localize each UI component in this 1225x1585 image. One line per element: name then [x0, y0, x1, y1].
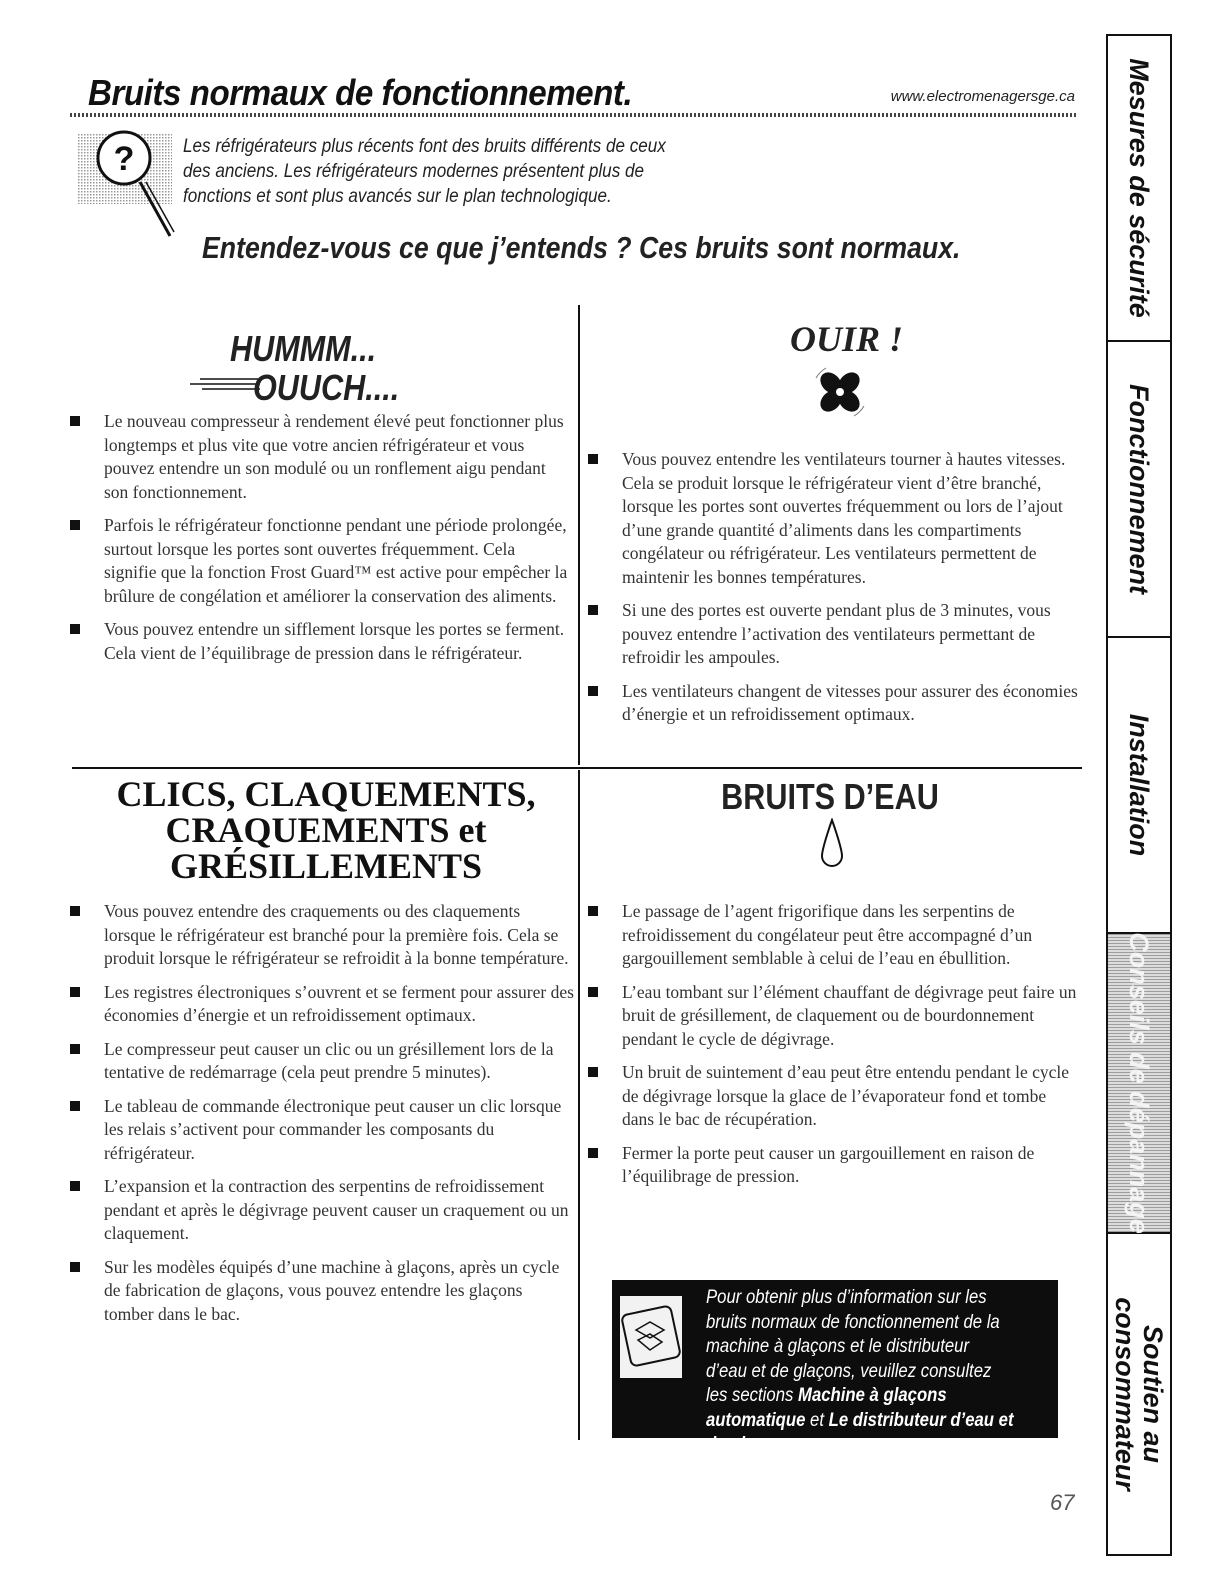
bullet-icon [588, 987, 598, 997]
page-title: Bruits normaux de fonctionnement. [88, 72, 633, 113]
section-title-ouir: OUIR ! [790, 319, 904, 359]
tab-fonctionnement[interactable] [1108, 342, 1170, 638]
tab-soutien-au-consommateur[interactable] [1108, 1234, 1170, 1554]
question-magnifier-icon [78, 128, 178, 240]
list-item: L’eau tombant sur l’élément chauffant de dégivrage peut faire un bruit de grésillement, de claquement ou de bourdonnement pendant le cycle de dégivrage. [588, 981, 1078, 1052]
tab-mesures-de-securite[interactable] [1108, 36, 1170, 342]
list-item: Vous pouvez entendre les ventilateurs tourner à hautes vitesses. Cela se produit lorsque le réfrigérateur vient d’être branché, lorsque les portes sont ouvertes fréquemment ou lors de l’ajout d’une grande quantité d’aliments dans les compartiments congélateur ou réfrigérateur. Les ventilateurs permettent de maintenir les bonnes températures. [588, 448, 1078, 589]
column-divider-top [578, 305, 580, 765]
svg-text:?: ? [113, 140, 135, 178]
bullet-icon [70, 1262, 80, 1272]
tab-label: Fonctionnement [1124, 384, 1154, 594]
eau-list [588, 900, 1078, 1199]
section-title-ouuch: OUUCH.... [253, 367, 400, 408]
section-divider [72, 767, 1082, 769]
list-item: Fermer la porte peut causer un gargouillement en raison de l’équilibrage de pression. [588, 1142, 1078, 1189]
link-ice-maker[interactable]: Machine à glaçons automatique [706, 1385, 947, 1431]
bullet-icon [70, 624, 80, 634]
bullet-icon [588, 605, 598, 615]
bullet-icon [588, 454, 598, 464]
list-item: Vous pouvez entendre des craquements ou des claquements lorsque le réfrigérateur est branché pour la première fois. Cela se produit lorsque le réfrigérateur se refroidit à la bonne température. [70, 900, 575, 971]
bullet-icon [70, 987, 80, 997]
bullet-icon [70, 1101, 80, 1111]
tab-label: Conseils de dépannage [1124, 932, 1154, 1234]
bullet-icon [70, 1044, 80, 1054]
tab-label: Mesures de sécurité [1124, 58, 1154, 318]
section-title-clics [72, 776, 580, 884]
list-item: Le passage de l’agent frigorifique dans les serpentins de refroidissement du congélateur peut être accompagné d’un gargouillement semblable à celui de l’eau en ébullition. [588, 900, 1078, 971]
website-url[interactable]: www.electromenagersge.ca [890, 88, 1075, 105]
motion-lines-icon [190, 373, 260, 393]
list-item: L’expansion et la contraction des serpentins de refroidissement pendant et après le dégivrage peuvent causer un craquement ou un claquement. [70, 1175, 575, 1246]
title-dotted-rule [70, 113, 1078, 117]
list-item: Les ventilateurs changent de vitesses pour assurer des économies d’énergie et un refroidissement optimaux. [588, 680, 1078, 727]
ice-maker-icon [620, 1296, 682, 1378]
tab-conseils-de-depannage[interactable] [1108, 934, 1170, 1234]
list-item: Si une des portes est ouverte pendant plus de 3 minutes, vous pouvez entendre l’activation des ventilateurs permettant de refroidir les ampoules. [588, 599, 1078, 670]
bullet-icon [70, 906, 80, 916]
bullet-icon [70, 1181, 80, 1191]
bullet-icon [588, 1067, 598, 1077]
list-item: Le tableau de commande électronique peut causer un clic lorsque les relais s’activent pour commander les composants du réfrigérateur. [70, 1095, 575, 1166]
link-dispenser[interactable]: Le distributeur d’eau et de glaçons. [706, 1409, 1014, 1455]
section-title-hummm: HUMMM... [230, 328, 377, 369]
list-item: Sur les modèles équipés d’une machine à glaçons, après un cycle de fabrication de glaçons, vous pouvez entendre les glaçons tomber dans le bac. [70, 1256, 575, 1327]
section-title-line: GRÉSILLEMENTS [169, 846, 483, 886]
bullet-icon [70, 416, 80, 426]
info-text: Pour obtenir plus d’information sur les bruits normaux de fonctionnement de la machine à glaçons et le distributeur d’eau et de glaçons, veuillez consultez les sections Machine à glaçons automatique et Le distributeur d’eau et de glaçons. [706, 1287, 1014, 1455]
bullet-icon [588, 1148, 598, 1158]
section-title-line: CLICS, CLAQUEMENTS, [116, 774, 536, 814]
fan-icon [805, 362, 875, 422]
tab-installation[interactable] [1108, 638, 1170, 934]
intro-paragraph: Les réfrigérateurs plus récents font des bruits différents de ceux des anciens. Les réfrigérateurs modernes présentent plus de fonctions et sont plus avancés sur le plan technologique. [183, 136, 666, 207]
tab-label: Soutien au consommateur [1110, 1297, 1168, 1491]
section-title-line: CRAQUEMENTS et [165, 810, 487, 850]
list-item: Le nouveau compresseur à rendement élevé peut fonctionner plus longtemps et plus vite que votre ancien réfrigérateur et vous pouvez entendre un son modulé ou un ronflement aigu pendant son fonctionnement. [70, 410, 570, 504]
tab-label: Installation [1124, 713, 1154, 857]
section-title-eau: BRUITS D’EAU [721, 776, 939, 817]
bullet-icon [588, 686, 598, 696]
bullet-icon [70, 520, 80, 530]
bullet-icon [588, 906, 598, 916]
list-item: Les registres électroniques s’ouvrent et se ferment pour assurer des économies d’énergie et un refroidissement optimaux. [70, 981, 575, 1028]
list-item: Vous pouvez entendre un sifflement lorsque les portes se ferment. Cela vient de l’équilibrage de pression dans le réfrigérateur. [70, 618, 570, 665]
list-item: Un bruit de suintement d’eau peut être entendu pendant le cycle de dégivrage lorsque la glace de l’évaporateur fond et tombe dans le bac de récupération. [588, 1061, 1078, 1132]
page-number: 67 [1050, 1490, 1075, 1515]
list-item: Parfois le réfrigérateur fonctionne pendant une période prolongée, surtout lorsque les portes sont ouvertes fréquemment. Cela signifie que la fonction Frost Guard™ est active pour empêcher la brûlure de congélation et améliorer la conservation des aliments. [70, 514, 570, 608]
ouir-list [588, 448, 1078, 737]
water-drop-icon [820, 818, 844, 868]
hummm-list [70, 410, 570, 675]
list-item: Le compresseur peut causer un clic ou un grésillement lors de la tentative de redémarrage (cela peut prendre 5 minutes). [70, 1038, 575, 1085]
headline: Entendez-vous ce que j’entends ? Ces bruits sont normaux. [202, 230, 961, 265]
side-tab-bar [1106, 34, 1172, 1556]
clics-list [70, 900, 575, 1336]
